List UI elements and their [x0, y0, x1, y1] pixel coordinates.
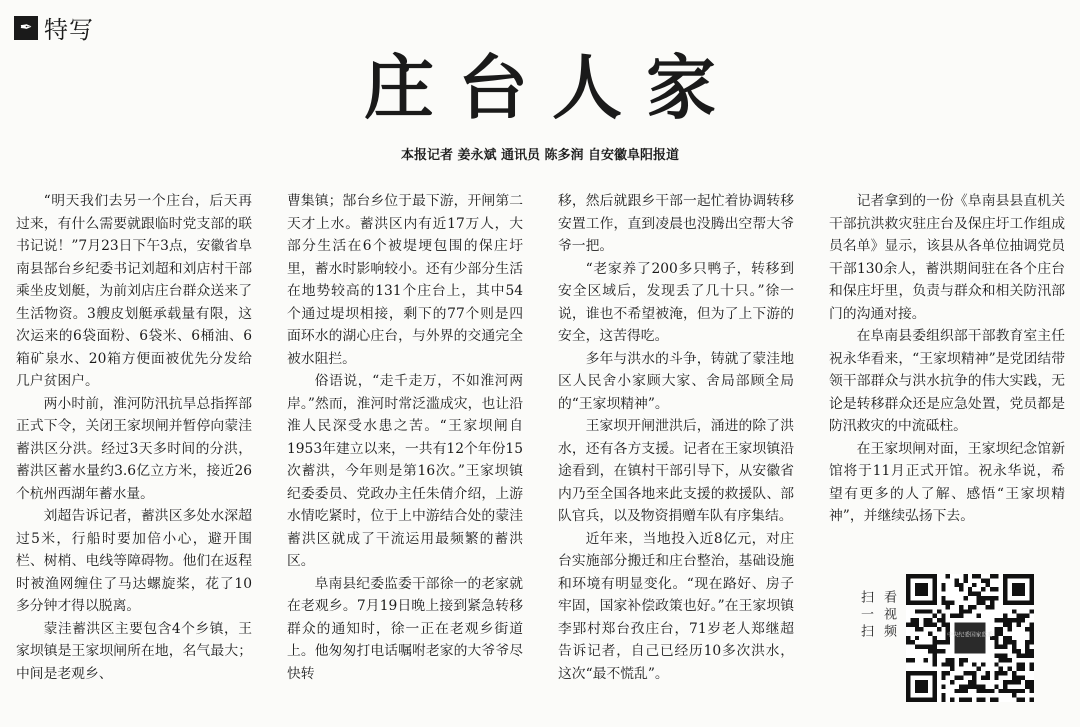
article-paragraph: 阜南县纪委监委干部徐一的老家就在老观乡。7月19日晚上接到紧急转移群众的通知时，徐一正在老观乡街道上。他匆匆打电话嘱咐老家的大爷爷尽快转 [287, 575, 523, 682]
article-paragraph: 王家坝开闸泄洪后，涌进的除了洪水，还有各方支援。记者在王家坝镇沿途看到，在镇村干部引导下，从安徽省内乃至全国各地来此支援的救援队、部队官兵，以及物资捐赠车队有序集结。 [558, 418, 794, 524]
qr-scan-label: 扫一扫 [858, 590, 873, 641]
article-paragraph: 两小时前，淮河防汛抗旱总指挥部正式下令，关闭王家坝闸并暂停向蒙洼蓄洪区分洪。经过3天多时间的分洪，蓄洪区蓄水量约3.6亿立方米，接近26个杭州西湖年蓄水量。 [16, 395, 252, 502]
section-label: 特写 [44, 16, 94, 44]
feather-icon: ✒ [14, 16, 38, 40]
qr-caption [856, 590, 898, 641]
article-paragraph: “老家养了200多只鸭子，转移到安全区域后，发现丢了几十只。”徐一说，谁也不希望被淹，但为了上下游的安全，这苦得吃。 [558, 260, 794, 344]
qr-center-text: 中央纪委国家监委 [947, 632, 993, 639]
article-column-2 [287, 190, 523, 710]
article-paragraph: 在阜南县委组织部干部教育室主任祝永华看来，“王家坝精神”是党团结带领干部群众与洪水抗争的伟大实践，无论是转移群众还是应急处置，党员都是防汛救灾的中流砥柱。 [829, 328, 1065, 434]
article-paragraph: 蒙洼蓄洪区主要包含4个乡镇，王家坝镇是王家坝闸所在地，名气最大；中间是老观乡、 [16, 620, 252, 682]
article-paragraph: 刘超告诉记者，蓄洪区多处水深超过5米，行船时要加倍小心，避开围栏、树梢、电线等障碍物。他们在返程时被渔网缠住了马达螺旋桨，花了10多分钟才得以脱离。 [16, 508, 252, 614]
article-paragraph: 移，然后就跟乡干部一起忙着协调转移安置工作，直到凌晨也没腾出空帮大爷爷一把。 [558, 193, 794, 254]
article-paragraph: 俗语说，“走千走万，不如淮河两岸。”然而，淮河时常泛滥成灾，也让沿淮人民深受水患之苦。“王家坝闸自1953年建立以来，一共有12个年份15次蓄洪，今年则是第16次。”王家坝镇纪委委员、党政办主任朱倩介绍，上游水情吃紧时，位于上中游结合处的蒙洼蓄洪区就成了干流运用最频繁的蓄洪区。 [287, 373, 523, 569]
byline: 本报记者 姜永斌 通讯员 陈多润 自安徽阜阳报道 [400, 148, 680, 163]
article-paragraph: 在王家坝闸对面，王家坝纪念馆新馆将于11月正式开馆。祝永华说，希望有更多的人了解、感悟“王家坝精神”，并继续弘扬下去。 [829, 440, 1065, 524]
article-column-4 [829, 190, 1065, 570]
article-paragraph: 曹集镇；郜台乡位于最下游，开闸第二天才上水。蓄洪区内有近17万人，大部分生活在6个被堤埂包围的保庄圩里，蓄水时影响较小。还有少部分生活在地势较高的131个庄台上，其中54个通过堤坝相接，剩下的77个则是四面环水的湖心庄台，与外界的交通完全被水阻拦。 [287, 193, 523, 367]
headline: 庄台人家 [364, 46, 740, 129]
article-paragraph: 多年与洪水的斗争，铸就了蒙洼地区人民舍小家顾大家、舍局部顾全局的“王家坝精神”。 [558, 350, 794, 412]
article-paragraph: 近年来，当地投入近8亿元，对庄台实施部分搬迁和庄台整治，基础设施和环境有明显变化。“现在路好、房子牢固，国家补偿政策也好。”在王家坝镇李郢村郑台孜庄台，71岁老人郑继超告诉记者，自己已经历10多次洪水，这次“最不慌乱”。 [558, 530, 794, 682]
qr-code-icon[interactable] [906, 574, 1034, 702]
qr-watch-label: 看视频 [881, 590, 896, 641]
article-paragraph: “明天我们去另一个庄台，后天再过来，有什么需要就跟临时党支部的联书记说！”7月23日下午3点，安徽省阜南县郜台乡纪委书记刘超和刘店村干部乘坐皮划艇，为前刘店庄台群众送来了生活物资。3艘皮划艇承载量有限，这次运来的6袋面粉、6袋米、6桶油、6箱矿泉水、20箱方便面被优先分发给几户贫困户。 [16, 193, 252, 389]
article-column-1 [16, 190, 252, 710]
qr-block [856, 574, 1034, 702]
article-column-3 [558, 190, 794, 710]
article-paragraph: 记者拿到的一份《阜南县县直机关干部抗洪救灾驻庄台及保庄圩工作组成员名单》显示，该县从各单位抽调党员干部130余人，蓄洪期间驻在各个庄台和保庄圩里，负责与群众和相关防汛部门的沟通对接。 [829, 193, 1065, 322]
